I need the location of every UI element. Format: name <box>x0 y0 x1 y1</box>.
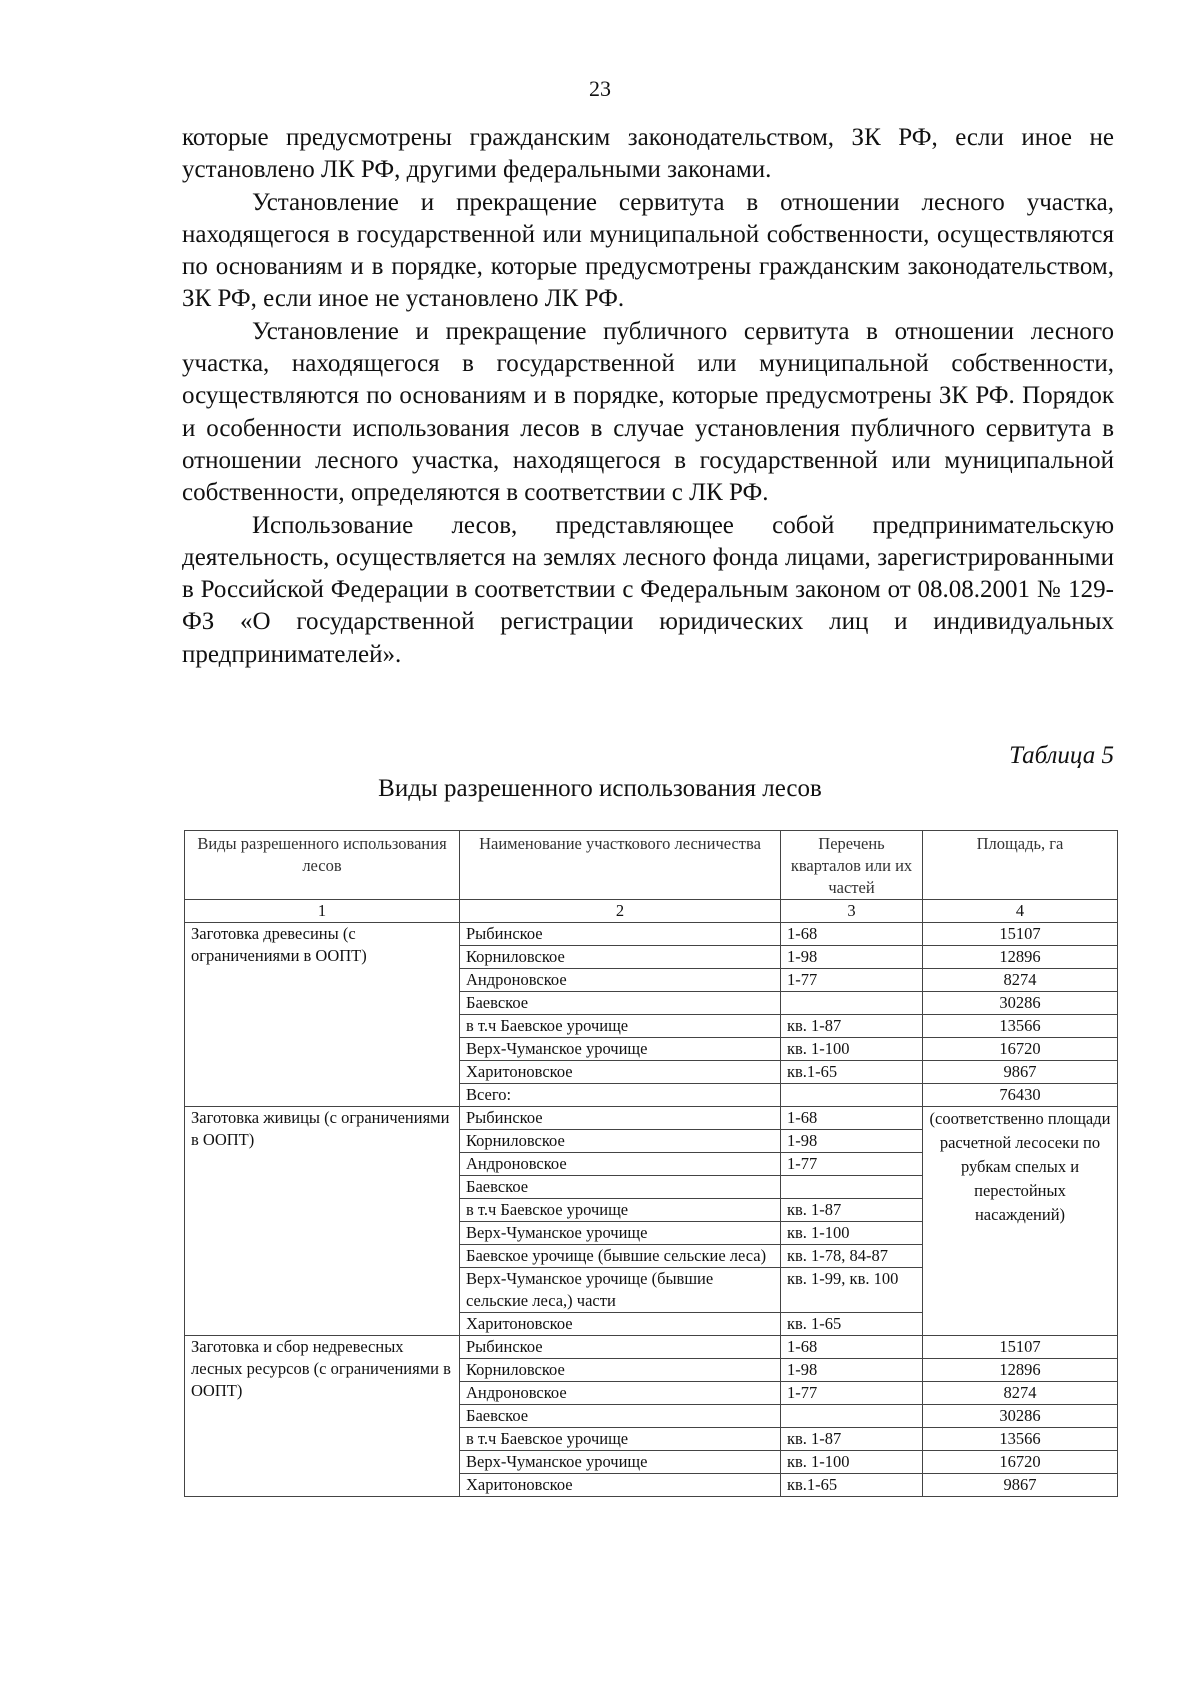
paragraph: которые предусмотрены гражданским законодательством, ЗК РФ, если иное не установлено ЛК РФ, другими федеральными законами. <box>182 124 1114 184</box>
paragraph: Установление и прекращение сервитута в отношении лесного участка, находящегося в государственной или муниципальной собственности, осуществляются по основаниям и в порядке, которые предусмотрены гражданским законодательством, ЗК РФ, если иное не установлено ЛК РФ. <box>182 188 1114 313</box>
forestry-cell: Корниловское <box>460 1359 781 1382</box>
area-cell: 30286 <box>923 1405 1118 1428</box>
area-cell: 13566 <box>923 1015 1118 1038</box>
quarters-cell: кв. 1-78, 84-87 <box>781 1245 923 1268</box>
forestry-cell: в т.ч Баевское урочище <box>460 1199 781 1222</box>
forestry-cell: Верх-Чуманское урочище <box>460 1222 781 1245</box>
use-type-cell: Заготовка древесины (с ограничениями в ООПТ) <box>185 923 460 1107</box>
forestry-cell: в т.ч Баевское урочище <box>460 1428 781 1451</box>
forestry-cell: Рыбинское <box>460 1336 781 1359</box>
table-header-row <box>185 831 1118 900</box>
quarters-cell <box>781 1176 923 1199</box>
use-type-cell: Заготовка и сбор недревесных лесных ресурсов (с ограничениями в ООПТ) <box>185 1336 460 1497</box>
quarters-cell: кв. 1-87 <box>781 1015 923 1038</box>
quarters-cell <box>781 1084 923 1107</box>
column-header: Перечень кварталов или их частей <box>781 831 923 900</box>
table-title: Виды разрешенного использования лесов <box>378 775 822 802</box>
forestry-cell: Баевское <box>460 1176 781 1199</box>
column-header: Виды разрешенного использования лесов <box>185 831 460 900</box>
column-number: 2 <box>460 900 781 923</box>
column-number: 4 <box>923 900 1118 923</box>
forestry-cell: Корниловское <box>460 1130 781 1153</box>
area-cell: 16720 <box>923 1038 1118 1061</box>
column-number: 1 <box>185 900 460 923</box>
forestry-cell: в т.ч Баевское урочище <box>460 1015 781 1038</box>
forest-use-table <box>184 830 1118 1497</box>
area-note-cell: (соответственно площади расчетной лесосеки по рубкам спелых и перестойных насаждений) <box>923 1107 1118 1336</box>
quarters-cell: 1-98 <box>781 1130 923 1153</box>
quarters-cell: кв. 1-99, кв. 100 <box>781 1268 923 1313</box>
paragraph: Установление и прекращение публичного сервитута в отношении лесного участка, находящегося в государственной или муниципальной собственности, осуществляются по основаниям и в порядке, которые предусмотрены ЗК РФ. Порядок и особенности использования лесов в случае установления публичного сервитута в отношении лесного участка, находящегося в государственной или муниципальной собственности, определяются в соответствии с ЛК РФ. <box>182 317 1114 507</box>
quarters-cell: 1-98 <box>781 1359 923 1382</box>
quarters-cell: кв.1-65 <box>781 1474 923 1497</box>
quarters-cell: кв. 1-65 <box>781 1313 923 1336</box>
quarters-cell: кв. 1-87 <box>781 1428 923 1451</box>
table-row <box>185 923 1118 946</box>
area-cell: 16720 <box>923 1451 1118 1474</box>
column-header: Площадь, га <box>923 831 1118 900</box>
forestry-cell: Верх-Чуманское урочище <box>460 1038 781 1061</box>
forestry-cell: Харитоновское <box>460 1474 781 1497</box>
page-number: 23 <box>589 76 611 101</box>
forestry-cell: Верх-Чуманское урочище (бывшие сельские леса,) части <box>460 1268 781 1313</box>
area-cell: 9867 <box>923 1061 1118 1084</box>
column-number: 3 <box>781 900 923 923</box>
area-cell: 15107 <box>923 1336 1118 1359</box>
use-type-cell: Заготовка живицы (с ограничениями в ООПТ) <box>185 1107 460 1336</box>
area-cell: 8274 <box>923 969 1118 992</box>
quarters-cell: 1-68 <box>781 923 923 946</box>
table-row <box>185 1336 1118 1359</box>
area-cell: 76430 <box>923 1084 1118 1107</box>
quarters-cell: 1-98 <box>781 946 923 969</box>
forestry-cell: Верх-Чуманское урочище <box>460 1451 781 1474</box>
quarters-cell <box>781 1405 923 1428</box>
forestry-cell: Андроновское <box>460 1382 781 1405</box>
area-cell: 30286 <box>923 992 1118 1015</box>
forestry-cell: Баевское <box>460 1405 781 1428</box>
forestry-cell: Корниловское <box>460 946 781 969</box>
quarters-cell: 1-77 <box>781 1153 923 1176</box>
area-cell: 12896 <box>923 1359 1118 1382</box>
quarters-cell <box>781 992 923 1015</box>
quarters-cell: кв. 1-100 <box>781 1222 923 1245</box>
forestry-cell: Харитоновское <box>460 1061 781 1084</box>
area-cell: 13566 <box>923 1428 1118 1451</box>
quarters-cell: кв. 1-100 <box>781 1451 923 1474</box>
paragraph: Использование лесов, представляющее собой предпринимательскую деятельность, осуществляется на землях лесного фонда лицами, зарегистрированными в Российской Федерации в соответствии с Федеральным законом от 08.08.2001 № 129-ФЗ «О государственной регистрации юридических лиц и индивидуальных предпринимателей». <box>182 511 1114 668</box>
area-cell: 8274 <box>923 1382 1118 1405</box>
column-header: Наименование участкового лесничества <box>460 831 781 900</box>
table-row <box>185 1107 1118 1130</box>
body-text <box>182 122 1114 671</box>
quarters-cell: кв. 1-100 <box>781 1038 923 1061</box>
area-cell: 12896 <box>923 946 1118 969</box>
quarters-cell: кв.1-65 <box>781 1061 923 1084</box>
forestry-cell: Харитоновское <box>460 1313 781 1336</box>
forestry-cell: Всего: <box>460 1084 781 1107</box>
table-label: Таблица 5 <box>1009 742 1114 769</box>
quarters-cell: 1-68 <box>781 1336 923 1359</box>
area-cell: 15107 <box>923 923 1118 946</box>
quarters-cell: 1-77 <box>781 1382 923 1405</box>
quarters-cell: 1-77 <box>781 969 923 992</box>
forestry-cell: Баевское <box>460 992 781 1015</box>
forestry-cell: Андроновское <box>460 969 781 992</box>
quarters-cell: кв. 1-87 <box>781 1199 923 1222</box>
forestry-cell: Рыбинское <box>460 1107 781 1130</box>
forestry-cell: Баевское урочище (бывшие сельские леса) <box>460 1245 781 1268</box>
forestry-cell: Рыбинское <box>460 923 781 946</box>
column-number-row <box>185 900 1118 923</box>
area-cell: 9867 <box>923 1474 1118 1497</box>
quarters-cell: 1-68 <box>781 1107 923 1130</box>
forestry-cell: Андроновское <box>460 1153 781 1176</box>
